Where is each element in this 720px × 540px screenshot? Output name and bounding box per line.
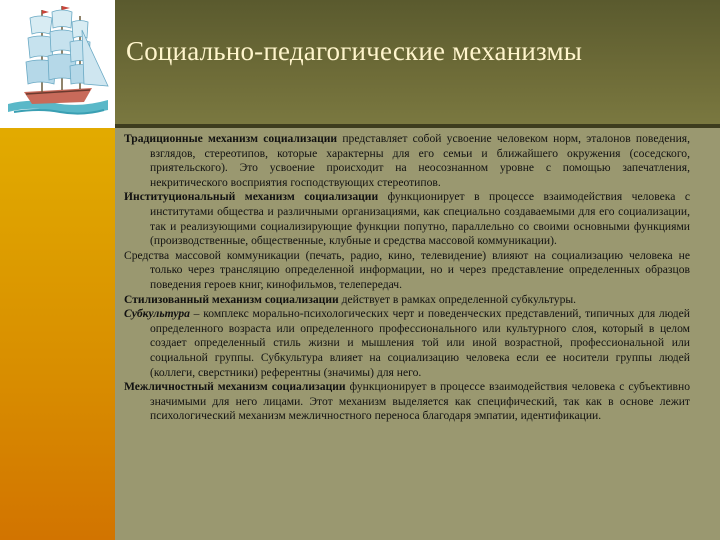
ship-icon (0, 0, 115, 128)
term-stylized: Стилизованный механизм социализации (124, 292, 339, 306)
slide-title: Социально-педагогические механизмы (126, 36, 583, 66)
text-body (124, 132, 690, 424)
paragraph-text: Средства массовой коммуникации (печать, радио, кино, телевидение) влияют на социализацию человека не только через трансляцию определенной информации, но и через представление определенных образцов поведения героев книг, кинофильмов, телепередач. (124, 248, 690, 291)
paragraph-traditional (124, 132, 690, 190)
term-institutional: Институциональный механизм социализации (124, 190, 379, 204)
paragraph-text: функционирует в процессе взаимодействия человека с субъективно значимыми для него лицами. Этот механизм выделяется как специфический, так как в основе лежит психологический механизм межличностного переноса благодаря эмпатии, идентификации. (150, 380, 691, 423)
paragraph-text: действует в рамках определенной субкультуры. (338, 292, 577, 306)
term-traditional: Традиционные механизм социализации (124, 132, 338, 145)
term-subculture: Субкультура (124, 307, 190, 321)
paragraph-interpersonal (124, 380, 690, 424)
term-interpersonal: Межличностный механизм социализации (124, 380, 346, 394)
paragraph-stylized (124, 293, 690, 308)
paragraph-institutional (124, 190, 690, 248)
paragraph-mass-media (124, 249, 690, 293)
paragraph-subculture (124, 307, 690, 380)
paragraph-text: представляет собой усвоение человеком норм, эталонов поведения, взглядов, стереотипов, которые характерны для его семьи и ближайшего окружения (соседского, приятельского). Это усвоение происходит на неосознанном уровне с помощью запечатления, некритического восприятия господствующих стереотипов. (150, 132, 691, 189)
paragraph-text: функционирует в процессе взаимодействия человека с институтами общества и различными организациями, как специально создаваемыми для его социализации, так и реализующими социализирующие функции попутно, параллельно со своими основными функциями (производственные, общественные, клубные и средства массовой коммуникации). (150, 190, 690, 248)
paragraph-text: – комплекс морально-психологических черт и поведенческих представлений, типичных для людей определенного возраста или определенного профессионального или культурного слоя, который в целом создает определенный стиль жизни и мышления той или иной возрастной, профессиональной или социальной группы. Субкультура влияет на социализацию человека если ее носители группы людей (коллеги, сверстники) референтны (значимы) для него. (150, 307, 690, 379)
sailing-ship-logo (0, 0, 115, 128)
